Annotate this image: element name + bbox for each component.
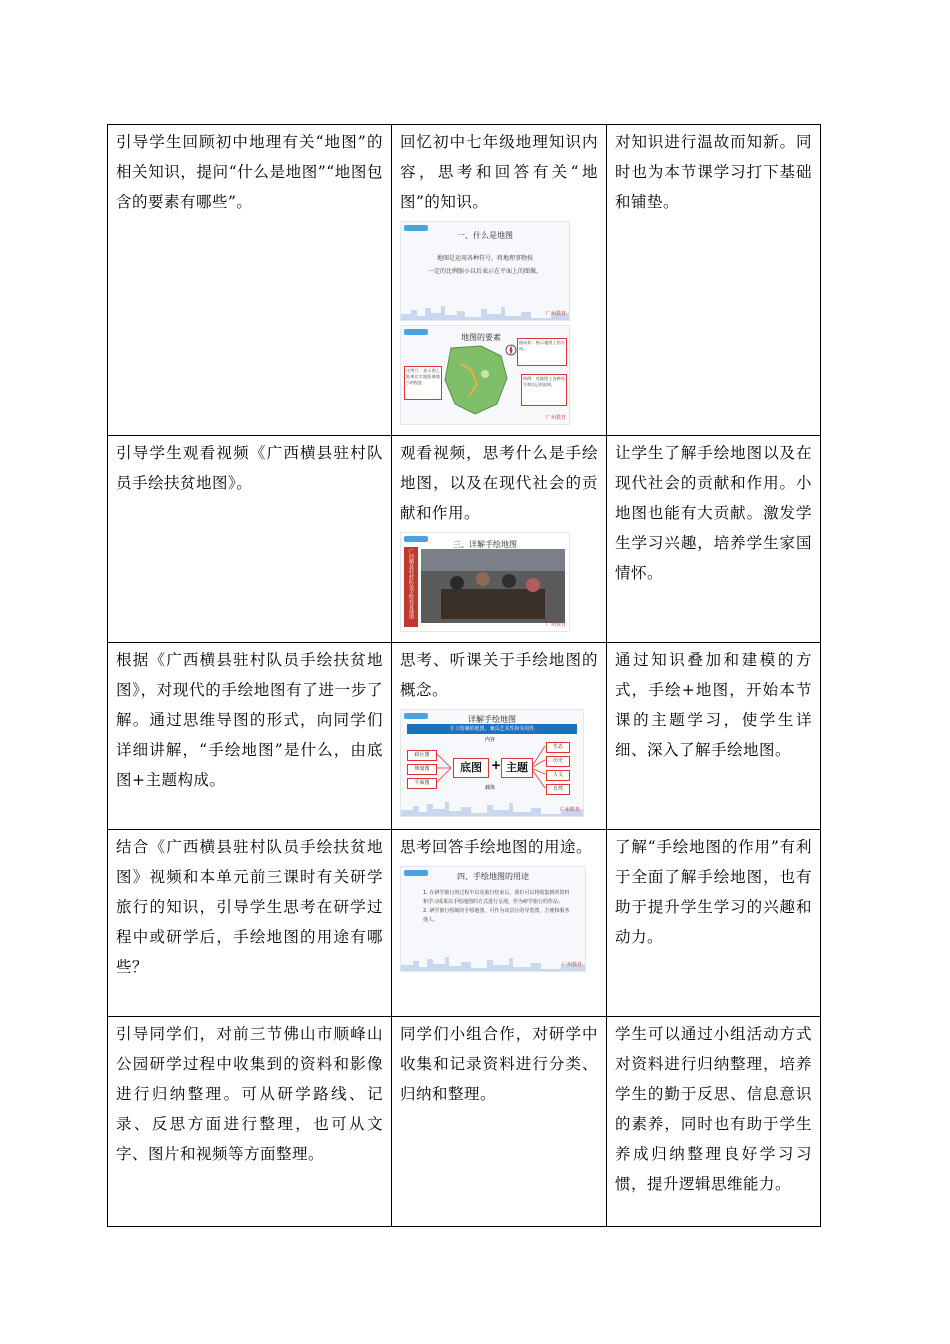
brand-label: 广州教育 (545, 622, 566, 628)
student-activity (392, 830, 607, 1017)
slide-mindmap (400, 709, 584, 817)
logo-icon (404, 329, 428, 335)
table-row (108, 643, 821, 830)
slide-point: 1. 在研学旅行的过程中以及旅行结束后，我们可以将收集到的资料和学习成果以手绘地图的方式进行呈现，作为研学旅行的作品； (423, 890, 570, 905)
scale-callout: 比例尺：表示图上距离比实地距离缩小的程度 (404, 366, 442, 400)
slide-title: 一、什么是地图 (457, 231, 513, 240)
map-illustration-icon (441, 344, 511, 416)
student-activity (392, 643, 607, 830)
student-text: 观看视频，思考什么是手绘地图，以及在现代社会的贡献和作用。 (400, 444, 598, 522)
teacher-activity: 引导同学们，对前三节佛山市顺峰山公园研学过程中收集到的资料和影像进行归纳整理。可从研学路线、记录、反思方面进行整理，也可从文字、图片和视频等方面整理。 (108, 1017, 392, 1227)
slide-body (415, 252, 555, 278)
slide-line: 地图是运用各种符号，将地理事物按 (436, 255, 533, 262)
slide-uses (400, 866, 586, 972)
student-text: 思考、听课关于手绘地图的概念。 (400, 651, 598, 699)
student-activity: 同学们小组合作，对研学中收集和记录资料进行分类、归纳和整理。 (392, 1017, 607, 1227)
design-intent: 通过知识叠加和建模的方式，手绘+地图，开始本节课的主题学习，使学生详细、深入了解手绘地图。 (607, 643, 821, 830)
slide-title: 详解手绘地图 (468, 715, 516, 724)
table-row (108, 830, 821, 1017)
student-text: 回忆初中七年级地理知识内容，思考和回答有关“地图”的知识。 (400, 133, 598, 211)
mindmap-left-node: 政区图 (407, 750, 437, 761)
design-intent: 让学生了解手绘地图以及在现代社会的贡献和作用。小地图也能有大贡献。激发学生学习兴趣，培养学生家国情怀。 (607, 436, 821, 643)
skyline-icon (401, 800, 583, 816)
student-activity (392, 125, 607, 436)
student-text: 思考回答手绘地图的用途。 (400, 838, 593, 856)
direction-callout: 指向标：指示地图上的方向。 (517, 338, 567, 366)
base-map-node: 底图 (453, 758, 489, 778)
skyline-icon (401, 304, 569, 320)
student-activity (392, 436, 607, 643)
brand-label: 广州教育 (545, 311, 566, 317)
mindmap-right-node: 生态 (546, 742, 570, 753)
video-frame-icon (421, 549, 565, 623)
skyline-icon (401, 955, 585, 971)
video-banner (404, 547, 418, 627)
slide-what-is-map (400, 221, 570, 321)
slide-video (400, 532, 570, 632)
slide-title: 三、详解手绘地图 (453, 540, 517, 549)
brand-label: 广州教育 (545, 415, 566, 421)
brand-label: 广州教育 (561, 962, 582, 968)
mindmap-right-node: 历史 (546, 756, 570, 767)
design-intent: 对知识进行温故而知新。同时也为本节课学习打下基础和铺垫。 (607, 125, 821, 436)
legend-callout: 图例：对地图上各种符号和注记的说明。 (521, 374, 567, 406)
mindmap-right-node: 自然 (546, 784, 570, 795)
table-row (108, 1017, 821, 1227)
mindmap-left-node: 平面图 (407, 778, 437, 789)
teacher-activity: 根据《广西横县驻村队员手绘扶贫地图》，对现代的手绘地图有了进一步了解。通过思维导图的形式，向同学们详细讲解，“手绘地图”是什么，由底图+主题构成。 (108, 643, 392, 830)
design-intent: 学生可以通过小组活动方式对资料进行归纳整理，培养学生的勤于反思、信息意识的素养，同时也有助于学生养成归纳整理良好学习习惯，提升逻辑思维能力。 (607, 1017, 821, 1227)
teacher-activity: 结合《广西横县驻村队员手绘扶贫地图》视频和本单元前三课时有关研学旅行的知识，引导学生思考在研学过程中或研学后，手绘地图的用途有哪些？ (108, 830, 392, 1017)
carrier-label: 载体 (485, 785, 496, 791)
design-intent: 了解“手绘地图的作用”有利于全面了解手绘地图，也有助于提升学生学习的兴趣和动力。 (607, 830, 821, 1017)
plus-sign: + (491, 758, 502, 772)
slide-point: 2. 研学旅行绘制的手绘地图，可作为该景区的导览图，方便和服务他人。 (423, 908, 570, 923)
theme-node: 主题 (501, 758, 533, 778)
slide-title: 地图的要素 (461, 333, 501, 342)
compass-icon (505, 344, 517, 356)
lesson-table (107, 124, 821, 1227)
slide-body (423, 889, 571, 925)
teacher-activity: 引导学生回顾初中地理有关“地图”的相关知识，提问“什么是地图”“地图包含的要素有哪些”。 (108, 125, 392, 436)
mindmap-right-node: 人文 (546, 770, 570, 781)
mindmap-left-node: 规划图 (407, 764, 437, 775)
teacher-activity: 引导学生观看视频《广西横县驻村队员手绘扶贫地图》。 (108, 436, 392, 643)
banner-text: 广西横县驻村队员手绘扶贫地图 (408, 549, 414, 619)
slide-line: 一定的比例缩小以后表示在平面上的图像。 (427, 268, 542, 275)
slide-subtitle: 手工绘制的地图，兼具艺术性和实用性 (407, 724, 577, 734)
table-row (108, 125, 821, 436)
brand-label: 广州教育 (559, 807, 580, 813)
slide-map-elements (400, 325, 570, 425)
slide-title: 四、手绘地图的用途 (457, 872, 529, 881)
table-row (108, 436, 821, 643)
content-label: 内容 (485, 737, 496, 743)
